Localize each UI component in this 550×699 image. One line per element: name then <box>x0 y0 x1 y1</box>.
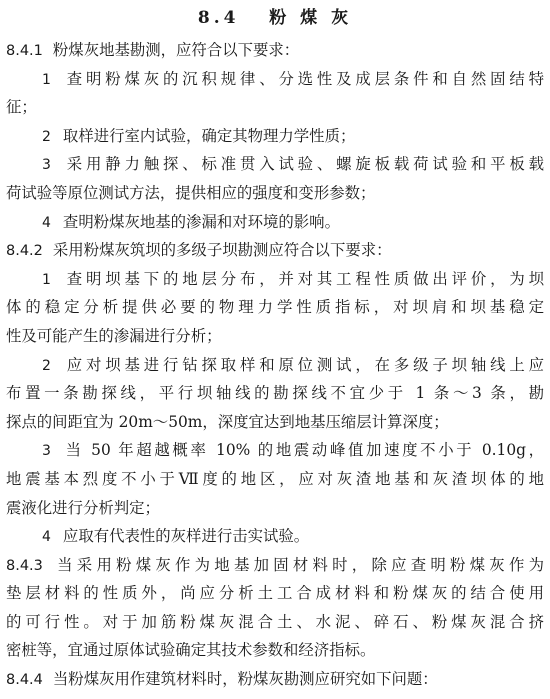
item-text-continuation: 荷试验等原位测试方法，提供相应的强度和变形参数； <box>6 183 376 202</box>
item-text: 采用静力触探、标准贯入试验、螺旋板载荷试验和平板载 <box>62 155 544 174</box>
item-text-continuation: 震液化进行分析判定； <box>6 498 160 517</box>
item-text: 取样进行室内试验，确定其物理力学性质； <box>62 126 356 145</box>
item-text: 查明粉煤灰的沉积规律、分选性及成层条件和自然固结特 <box>62 69 544 88</box>
item-text-continuation: 体的稳定分析提供必要的物理力学性质指标，对坝肩和坝基稳定 <box>6 298 544 317</box>
item-text-continuation: 性及可能产生的渗漏进行分析； <box>6 326 222 345</box>
item-text: 应对坝基进行钻探取样和原位测试，在多级子坝轴线上应 <box>62 355 544 374</box>
item-number: 3 <box>42 157 51 174</box>
clause-item <box>6 436 544 465</box>
clause-number: 8.4.3 <box>6 557 43 574</box>
item-text-continuation: 探点的间距宜为 20m～50m，深度宜达到地基压缩层计算深度； <box>6 412 449 431</box>
document-page <box>0 4 550 699</box>
item-number: 2 <box>42 128 51 145</box>
section-number: 8.4 <box>197 8 240 28</box>
item-number: 2 <box>42 357 51 374</box>
clause-heading: 当粉煤灰用作建筑材料时，粉煤灰勘测应研究如下问题： <box>52 670 438 689</box>
clause-heading: 采用粉煤灰筑坝的多级子坝勘测应符合以下要求： <box>52 241 392 260</box>
item-number: 4 <box>42 214 51 231</box>
clause-number: 8.4.2 <box>6 243 43 260</box>
item-number: 3 <box>42 443 51 460</box>
item-text: 应取有代表性的灰样进行击实试验。 <box>62 527 310 546</box>
clause-item <box>6 208 544 237</box>
clause-item <box>6 65 544 94</box>
clause-heading: 粉煤灰地基勘测，应符合以下要求： <box>52 41 300 59</box>
item-text: 查明坝基下的地层分布，并对其工程性质做出评价，为坝 <box>62 269 544 288</box>
clause-item <box>6 122 544 151</box>
clause-number: 8.4.4 <box>6 672 43 689</box>
clause-number: 8.4.1 <box>6 43 43 59</box>
clause-heading: 当采用粉煤灰作为地基加固材料时，除应查明粉煤灰作为 <box>52 555 544 574</box>
clause-item <box>6 351 544 380</box>
clause-item <box>6 265 544 294</box>
item-number: 1 <box>42 71 51 88</box>
clause-item <box>6 150 544 179</box>
clause-8-4-3-heading <box>6 551 544 580</box>
clause-text-continuation: 密桩等，宜通过原体试验确定其技术参数和经济指标。 <box>6 641 376 660</box>
clause-item <box>6 522 544 551</box>
clause-8-4-4-heading <box>6 665 544 694</box>
item-number: 1 <box>42 271 51 288</box>
item-number: 4 <box>42 529 51 546</box>
clause-8-4-2-heading <box>6 236 544 265</box>
item-text-continuation: 地震基本烈度不小于Ⅶ度的地区，应对灰渣地基和灰渣坝体的地 <box>6 469 544 488</box>
section-title <box>6 4 544 32</box>
item-text: 查明粉煤灰地基的渗漏和对环境的影响。 <box>62 212 340 231</box>
clause-text-continuation: 的可行性。对于加筋粉煤灰混合土、水泥、碎石、粉煤灰混合挤 <box>6 612 544 631</box>
item-text-continuation: 征； <box>6 98 37 117</box>
item-text: 当 50 年超越概率 10% 的地震动峰值加速度不小于 0.10g， <box>62 441 544 460</box>
item-text-continuation: 布置一条勘探线，平行坝轴线的勘探线不宜少于 1 条～3 条，勘 <box>6 384 544 403</box>
section-name: 粉 煤 灰 <box>269 8 353 28</box>
clause-8-4-1-heading <box>6 36 544 65</box>
clause-text-continuation: 垫层材料的性质外，尚应分析土工合成材料和粉煤灰的结合使用 <box>6 584 544 603</box>
